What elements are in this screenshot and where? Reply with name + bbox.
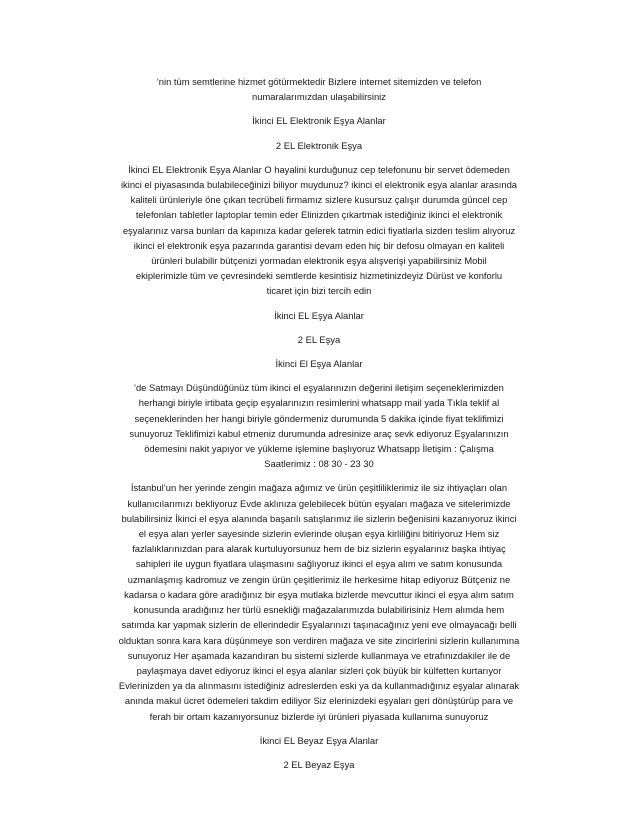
paragraph-line: kaliteli ürünleriyle öne çıkan tecrübeli firmamız sizlere kusursuz çalışır durumda güncel cep [130, 194, 508, 206]
paragraph-line: kullanıcılarımızı bekliyoruz Evde aklınıza gelebilecek bütün eşyaları mağaza ve sitelerimizde [127, 497, 511, 509]
paragraph-line: telefonları tabletler laptoplar temin eder Elinizden çıkartmak istediğiniz ikinci el elektronik [135, 209, 503, 221]
paragraph-line: olduktan sonra kara kara düşünmeye son verdiren mağaza ve site zincirlerini sizlerin kullanımına [118, 634, 520, 646]
paragraph-line: anında makul ücret ödemeleri takdim ediliyor Siz elerinizdeki eşyaları geri dönüştürüp para ve [124, 695, 514, 707]
paragraph-line: ferah bir ortam kazanıyorsunuz bizlerde iyi ürünleri piyasada kullanıma sunuyoruz [149, 710, 489, 722]
heading-white-goods-buyers: İkinci EL Beyaz Eşya Alanlar [259, 734, 379, 746]
paragraph-line: Evlerinizden ya da alınmasını istediğiniz adreslerden eski ya da kullanmadığınız eşyalar alınarak [118, 680, 520, 692]
paragraph-line: fazlalıklarınızdan para alarak kurtuluyorsunuz hem de biz sizlerin eşyalarınız başka ihtiyaç [132, 543, 506, 555]
paragraph-line: seçeneklerinden her hangi biriyle göndermeniz durumunda 5 dakika içinde fiyat teklifimizi [134, 412, 504, 424]
paragraph-line: İstanbul’un her yerinde zengin mağaza ağımız ve ürün çeşitliliklerimiz ile siz ihtiyaçları olan [130, 482, 508, 494]
paragraph-line: ürünleri bulabilir bütçenizi yormadan elektronik eşya alışverişi yapabilirsiniz Mobil [151, 255, 487, 267]
heading-second-hand-goods: 2 EL Eşya [297, 333, 341, 345]
paragraph-line: herhangi biriyle irtibata geçip eşyalarınızın resimlerini whatsapp mail yada Tıkla teklif al [138, 397, 500, 409]
heading-second-hand-electronics: 2 EL Elektronik Eşya [275, 139, 363, 151]
paragraph-line: ekiplerimizle tüm ve çevresindeki semtlerde kesintisiz hizmetinizdeyiz Dürüst ve konforlu [135, 270, 503, 282]
paragraph-line: eşyalarınız varsa bunları da kapınıza kadar gelerek tatmin edici fiyatlarla sizden teslim alıyoruz [122, 224, 516, 236]
paragraph-line: bulabilirsiniz İkinci el eşya alanında başarılı satışlarımız ile sizlerin beğenisini kazanıyoruz ikinci [121, 512, 517, 524]
paragraph-line: el eşya alan yerler sayesinde sizlerin evlerinde oluşan eşya kirliliğini bitiriyoruz Hem siz [138, 528, 500, 540]
paragraph-line: ikinci el piyasasında bulabileceğinizi biliyor muydunuz? ikinci el elektronik eşya alanlar arasında [120, 179, 518, 191]
paragraph-selling [66, 380, 572, 471]
paragraph-line: sunuyoruz Teklifimizi kabul etmeniz durumunda adresinize araç sevk ediyoruz Eşyalarınızın [129, 427, 509, 439]
heading-second-hand-white-goods: 2 EL Beyaz Eşya [283, 758, 355, 770]
paragraph-electronics [66, 162, 572, 299]
paragraph-line: Saatlerimiz : 08 30 - 23 30 [264, 458, 374, 470]
paragraph-line: 'de Satmayı Düşündüğünüz tüm ikinci el eşyalarınızın değerini iletişim seçeneklerimizden [134, 382, 504, 394]
intro-text: ’nin tüm semtlerine hizmet götürmektedir Bizlere internet sitemizden ve telefon numaralarımızdan ulaşabilirsiniz [156, 76, 482, 103]
paragraph-line: ticaret için bizi tercih edin [266, 285, 372, 297]
heading-electronic-buyers: İkinci EL Elektronik Eşya Alanlar [252, 115, 386, 127]
paragraph-line: ikinci el elektronik eşya pazarında garantisi devam eden hiç bir defosu olmayan en kaliteli [133, 239, 505, 251]
paragraph-line: sunuyoruz Her aşamada kazandıran bu sistemi sizlerde kullanmaya ve etrafınızdakiler ile de [127, 649, 511, 661]
paragraph-line: satımda kar yapmak sizlerin de ellerindedir Eşyalarınızı taşınacağınız yeni eve olmayacağı belli [121, 619, 517, 631]
paragraph-line: sahipleri ile uygun fiyatlara ulaşmasını sağlıyoruz ikinci el eşya alım ve satım konusunda [135, 558, 503, 570]
paragraph-line: paylaşmaya davet ediyoruz ikinci el eşya alanlar sizleri çok büyük bir külfetten kurtarıyor [136, 664, 502, 676]
heading-goods-buyers: İkinci EL Eşya Alanlar [274, 309, 364, 321]
paragraph-line: İkinci EL Elektronik Eşya Alanlar O hayalini kurduğunuz cep telefonunu bir servet ödemeden [128, 163, 510, 175]
heading-used-goods-buyers: İkinci El Eşya Alanlar [275, 358, 363, 370]
paragraph-line: uzmanlaşmış kadromuz ve zengin ürün çeşitlerimiz ile herkesime hitap ediyoruz Bütçeniz ne [127, 573, 511, 585]
paragraph-line: ödemesini nakit yapıyor ve yükleme işlemine başlıyoruz Whatsapp İletişim : Çalışma [144, 443, 494, 455]
paragraph-line: kadarsa o kadara göre aradığınız bir eşya mutlaka bizlerde mevcuttur ikinci el eşya alım satım [124, 588, 514, 600]
paragraph-line: konusunda aradığınız her türlü esnekliği mağazalarımızda bulabilirisiniz Hem alımda hem [133, 604, 505, 616]
paragraph-istanbul [66, 480, 572, 723]
